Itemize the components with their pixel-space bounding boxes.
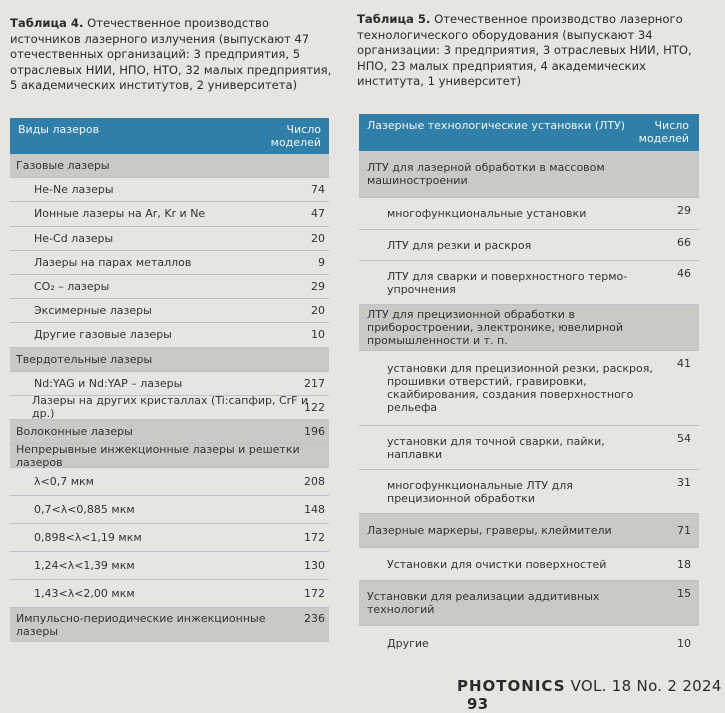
row-value: 208 <box>304 475 325 489</box>
row-label: установки для прецизионной резки, раскроя, прошивки отверстий, гравировки, скайбирования, создания поверхностного рельефа <box>387 362 653 414</box>
table-row <box>359 470 699 514</box>
table-row <box>359 230 699 261</box>
table-row <box>10 299 329 323</box>
row-value: 122 <box>304 400 325 414</box>
table4-header-type: Виды лазеров <box>18 123 100 136</box>
row-value: 18 <box>677 557 691 571</box>
table4-caption <box>10 16 340 94</box>
table4-header-count: Число моделей <box>270 123 321 149</box>
row-value: 41 <box>677 357 691 370</box>
table-row <box>10 496 329 524</box>
row-value: 47 <box>311 207 325 221</box>
table4-caption-text: Отечественное производство источников лазерного излучения (выпускают 47 отечественных организаций: 3 предприятия, 5 отраслевых НИИ, НПО, НТО, 32 малых предприятия, 5 академических институтов, 2 университета) <box>10 16 332 92</box>
row-label: Другие <box>387 636 429 650</box>
row-label: Другие газовые лазеры <box>34 328 172 342</box>
table-row <box>10 468 329 496</box>
table5 <box>359 114 699 660</box>
row-value: 148 <box>304 503 325 517</box>
row-value: 29 <box>677 204 691 217</box>
row-label: Установки для реализации аддитивных технологий <box>367 590 600 616</box>
table-row <box>10 396 329 420</box>
table-row <box>359 351 699 426</box>
row-value: 20 <box>311 231 325 245</box>
table-row <box>10 420 329 444</box>
row-value: 46 <box>677 267 691 280</box>
row-label: ЛТУ для резки и раскроя <box>387 238 532 252</box>
row-label: многофункциональные установки <box>387 207 587 220</box>
table-row <box>10 251 329 275</box>
journal-issue: VOL. 18 No. 2 2024 <box>570 677 722 695</box>
row-label: Ионные лазеры на Ar, Kr и Ne <box>34 207 206 221</box>
row-value: 172 <box>304 587 325 601</box>
row-label: Лазерные маркеры, граверы, клеймители <box>367 524 612 537</box>
row-label: установки для точной сварки, пайки, наплавки <box>387 434 605 461</box>
table-row <box>10 178 329 202</box>
row-value: 172 <box>304 531 325 545</box>
row-label: Волоконные лазеры <box>16 425 133 439</box>
row-value: 31 <box>677 476 691 489</box>
table-row <box>359 581 699 626</box>
row-value: 71 <box>677 524 691 537</box>
table4-header <box>10 118 329 154</box>
row-value: 10 <box>677 636 691 650</box>
row-value: 10 <box>311 328 325 342</box>
row-label: ЛТУ для сварки и поверхностного термо-упрочнения <box>387 269 628 296</box>
row-label: CO₂ – лазеры <box>34 280 110 294</box>
table-row <box>359 198 699 230</box>
table5-header-count: Число моделей <box>638 119 689 145</box>
row-label: 1,43<λ<2,00 мкм <box>34 587 135 601</box>
row-label: Эксимерные лазеры <box>34 304 152 318</box>
table-row <box>359 426 699 470</box>
table-row <box>10 372 329 396</box>
page-footer <box>457 677 725 713</box>
row-value: 20 <box>311 304 325 318</box>
row-label: He-Cd лазеры <box>34 231 114 245</box>
row-label: 1,24<λ<1,39 мкм <box>34 559 135 573</box>
row-value: 9 <box>318 255 325 269</box>
table-row <box>359 626 699 660</box>
table-row <box>10 524 329 552</box>
row-value: 15 <box>677 587 691 600</box>
row-value: 54 <box>677 432 691 445</box>
table5-caption-text: Отечественное производство лазерного технологического оборудования (выпускают 34 организации: 3 предприятия, 3 отраслевых НИИ, НТО, НПО, 23 малых предприятия, 4 академических института, 1 университет) <box>357 12 692 88</box>
table-row <box>10 348 329 372</box>
row-value: 29 <box>311 280 325 294</box>
row-label: Непрерывные инжекционные лазеры и решетки лазеров <box>16 442 300 469</box>
table-row <box>10 608 329 642</box>
row-label: λ<0,7 мкм <box>34 475 94 489</box>
table-row <box>359 305 699 351</box>
row-value: 66 <box>677 236 691 249</box>
row-label: Nd:YAG и Nd:YAP – лазеры <box>34 376 183 390</box>
row-label: 0,7<λ<0,885 мкм <box>34 503 135 517</box>
table-row <box>10 552 329 580</box>
row-label: Лазеры на других кристаллах (Ti:сапфир, CrF и др.) <box>32 394 309 421</box>
table5-header <box>359 114 699 151</box>
table-row <box>10 444 329 468</box>
row-label: ЛТУ для прецизионной обработки в приборостроении, электронике, ювелирной промышленности и т. п. <box>367 308 624 347</box>
table-row <box>359 261 699 305</box>
row-value: 196 <box>304 425 325 439</box>
page-number: 93 <box>467 695 489 713</box>
row-label: многофункциональные ЛТУ для прецизионной обработки <box>387 478 573 505</box>
table-row <box>359 548 699 581</box>
row-label: Импульсно-периодические инжекционные лазеры <box>16 612 266 639</box>
row-label: 0,898<λ<1,19 мкм <box>34 531 142 545</box>
row-value: 130 <box>304 559 325 573</box>
table-row <box>10 580 329 608</box>
row-label: Твердотельные лазеры <box>16 352 153 366</box>
row-value: 236 <box>304 612 325 626</box>
table-row <box>10 323 329 347</box>
table-row <box>359 514 699 548</box>
journal-brand: PHOTONICS <box>457 677 566 695</box>
row-label: Установки для очистки поверхностей <box>387 557 607 571</box>
row-label: Лазеры на парах металлов <box>34 255 192 269</box>
table4-caption-title: Таблица 4. <box>10 16 84 30</box>
table5-caption-title: Таблица 5. <box>357 12 431 26</box>
row-label: ЛТУ для лазерной обработки в массовом машиностроении <box>367 161 605 187</box>
table-row <box>10 275 329 299</box>
table5-header-type: Лазерные технологические установки (ЛТУ) <box>367 119 626 132</box>
table-row <box>359 151 699 198</box>
table-row <box>10 227 329 251</box>
table5-caption <box>357 12 702 90</box>
row-label: He-Ne лазеры <box>34 183 114 197</box>
table-row <box>10 154 329 178</box>
table-row <box>10 202 329 226</box>
row-value: 74 <box>311 183 325 197</box>
row-label: Газовые лазеры <box>16 159 110 173</box>
row-value: 217 <box>304 376 325 390</box>
table4 <box>10 118 329 642</box>
